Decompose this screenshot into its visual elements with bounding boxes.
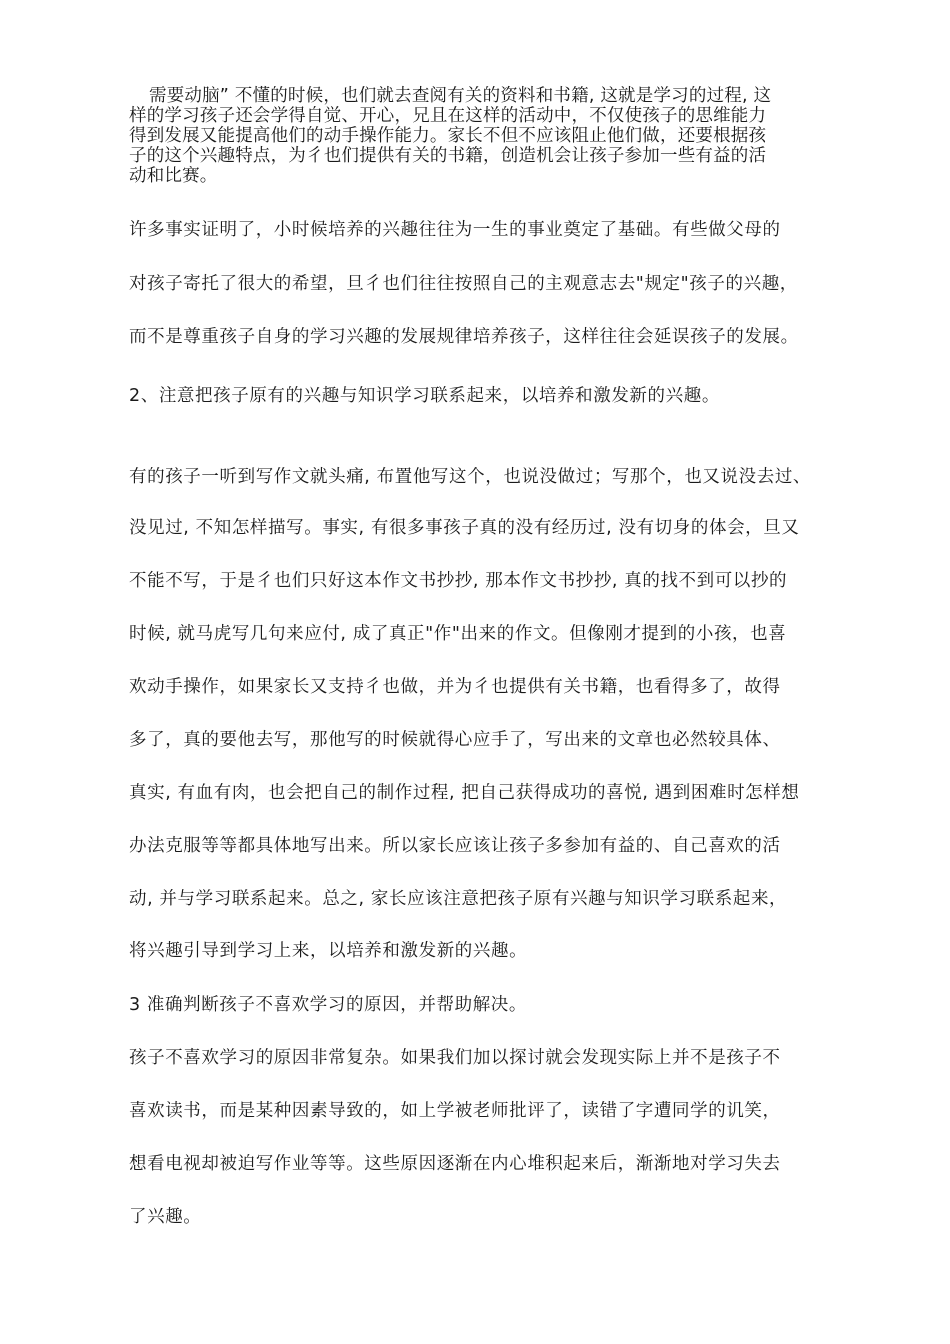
paragraph-4-line: 孩子不喜欢学习的原因非常复杂。如果我们加以探讨就会发现实际上并不是孩子不 [129,1048,781,1068]
paragraph-2-line: 而不是尊重孩子自身的学习兴趣的发展规律培养孩子，这样往往会延误孩子的发展。 [129,327,799,347]
paragraph-3-line: 没见过, 不知怎样描写。事实, 有很多事孩子真的没有经历过, 没有切身的体会，旦又 [129,518,800,538]
paragraph-3-line: 办法克服等等都具体地写出来。所以家长应该让孩子多参加有益的、自己喜欢的活 [129,836,781,856]
paragraph-4-line: 了兴趣。 [129,1207,202,1227]
paragraph-3-line: 真实, 有血有肉，也会把自己的制作过程, 把自己获得成功的喜悦, 遇到困难时怎样想 [129,783,800,803]
paragraph-2-line: 对孩子寄托了很大的希望，旦彳也们往往按照自己的主观意志去"规定"孩子的兴趣， [129,274,798,294]
section-heading-3: 3 准确判断孩子不喜欢学习的原因，并帮助解决。 [129,995,527,1015]
paragraph-1-line: 得到发展又能提高他们的动手操作能力。家长不但不应该阻止他们做，还要根据孩 [129,126,767,146]
paragraph-3-line: 欢动手操作，如果家长又支持彳也做，并为彳也提供有关书籍，也看得多了，故得 [129,677,781,697]
paragraph-1-line: 子的这个兴趣特点，为彳也们提供有关的书籍，创造机会让孩子参加一些有益的活 [129,146,767,166]
paragraph-3-line: 有的孩子一听到写作文就头痛, 布置他写这个，也说没做过；写那个，也又说没去过、 [129,467,812,487]
paragraph-1-line: 样的学习孩子还会学得自觉、开心，兄且在这样的活动中，不仅使孩子的思维能力 [129,106,767,126]
paragraph-1-line: 需要动脑” 不懂的时候，也们就去查阅有关的资料和书籍, 这就是学习的过程, 这 [149,86,772,106]
paragraph-1-line: 动和比赛。 [129,166,218,186]
paragraph-1 [129,86,859,186]
paragraph-4-line: 喜欢读书，而是某种因素导致的，如上学被老师批评了，读错了字遭同学的讥笑， [129,1101,781,1121]
paragraph-3-line: 动, 并与学习联系起来。总之, 家长应该注意把孩子原有兴趣与知识学习联系起来， [129,889,788,909]
paragraph-3-line: 多了，真的要他去写，那他写的时候就得心应手了，写出来的文章也必然较具体、 [129,730,781,750]
paragraph-2-line: 许多事实证明了，小时候培养的兴趣往往为一生的事业奠定了基础。有些做父母的 [129,220,781,240]
paragraph-3-line: 不能不写，于是彳也们只好这本作文书抄抄, 那本作文书抄抄, 真的找不到可以抄的 [129,571,788,591]
paragraph-3-line: 将兴趣引导到学习上来，以培养和激发新的兴趣。 [129,941,528,961]
section-heading-2: 2、注意把孩子原有的兴趣与知识学习联系起来，以培养和激发新的兴趣。 [129,386,720,406]
paragraph-3-line: 时候, 就马虎写几句来应付, 成了真正"作"出来的作文。但像刚才提到的小孩，也喜 [129,624,787,644]
paragraph-4-line: 想看电视却被迫写作业等等。这些原因逐渐在内心堆积起来后，渐渐地对学习失去 [129,1154,781,1174]
